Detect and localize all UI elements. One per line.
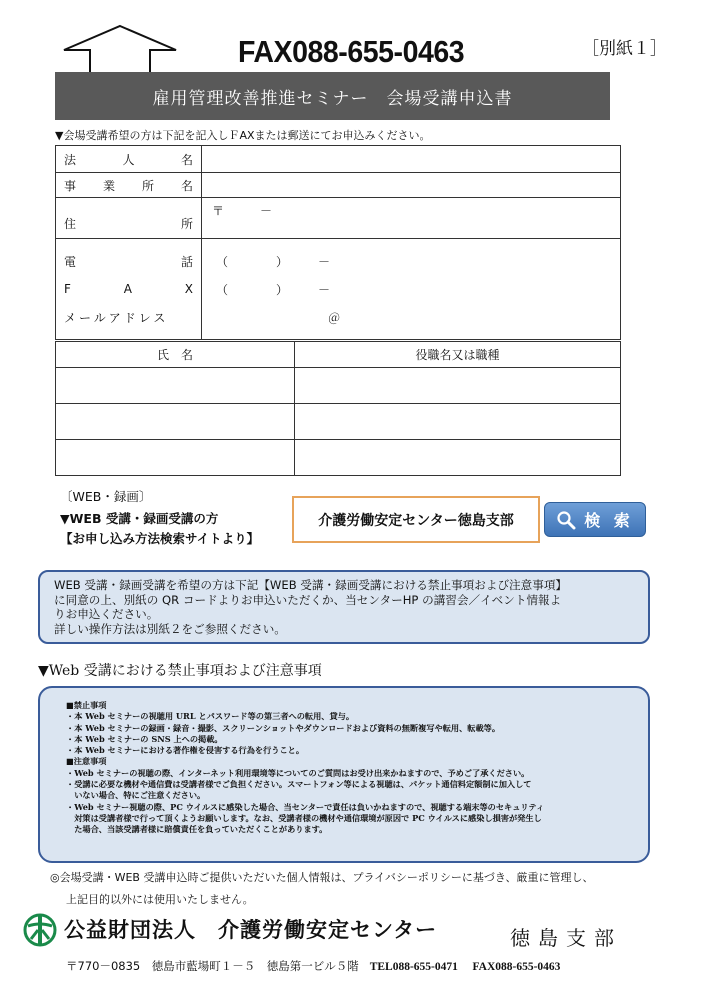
organization-name: 公益財団法人 介護労働安定センター [64, 918, 438, 942]
list-item: ・本 Web セミナーの録画・録音・撮影、スクリーンショットやダウンロードおよび資料の無断複写や転用、転載等。 [66, 722, 501, 733]
corp-name-field[interactable] [202, 146, 621, 173]
list-item: ・Web セミナーの視聴の際、インターネット利用環境等についてのご質問はお受け出来かねますので、予めご了承ください。 [66, 767, 530, 778]
fax-label: F A X [64, 282, 193, 296]
address-label: 住 所 [56, 198, 202, 239]
web-heading: 〔WEB・録画〕 [60, 489, 152, 504]
web-info-box [38, 570, 650, 644]
participant-name-cell[interactable] [56, 440, 295, 476]
prohibitions-title: ▼Web 受講における禁止事項および注意事項 [38, 663, 322, 679]
list-item: ・本 Web セミナーの SNS 上への掲載。 [66, 733, 223, 744]
address-field[interactable] [202, 198, 621, 239]
table-row [56, 173, 621, 198]
applicant-table [55, 145, 621, 340]
fax-number-title: FAX088-655-0463 [238, 34, 465, 69]
participant-name-cell[interactable] [56, 368, 295, 404]
form-title: 雇用管理改善推進セミナー 会場受講申込書 [152, 88, 513, 109]
table-row [56, 198, 621, 239]
phone-field[interactable]: （ ） － [216, 254, 331, 269]
phone-label: 電 話 [64, 254, 193, 269]
corp-name-label: 法 人 名 [56, 146, 202, 173]
participant-title-cell[interactable] [295, 368, 621, 404]
list-item: ・Web セミナー視聴の際、PC ウイルスに感染した場合、当センターで責任は負いかねますので、視聴する端末等のセキュリティ 対策は受講者様で行って頂くようお願いします。なお、受講者様の機材や通信環境が原因で PC ウイルスに感染し損害が発生し た場合、当該受講者様に賠償責任を負っていただくことがあります。 [66, 801, 545, 835]
table-row [56, 368, 621, 404]
web-info-line: りお申込ください。 [54, 607, 159, 621]
privacy-note-cont: 上記目的以外には使用いたしません。 [66, 893, 254, 906]
attachment-label: ［別紙１］ [582, 39, 667, 59]
up-arrow-icon [58, 24, 182, 76]
footer-address-line [66, 958, 560, 974]
office-name-field[interactable] [202, 173, 621, 198]
table-row [56, 404, 621, 440]
fax-number: FAX088-655-0463 [472, 961, 561, 973]
table-row [56, 239, 621, 340]
email-label: メールアドレス [64, 310, 169, 325]
list-item: ・本 Web セミナーの視聴用 URL とパスワード等の第三者への転用、貸与。 [66, 711, 355, 722]
web-info-line: 詳しい操作方法は別紙２をご参照ください。 [54, 621, 286, 636]
instructions-note: ▼会場受講希望の方は下記を記入しＦAXまたは郵送にてお申込みください。 [55, 129, 431, 142]
prohibitions-box [38, 686, 650, 863]
table-header-row [56, 342, 621, 368]
search-button[interactable] [544, 502, 646, 537]
caution-heading: ■注意事項 [66, 756, 107, 767]
contact-fields[interactable] [202, 239, 621, 340]
search-button-label: 検 索 [584, 511, 634, 530]
table-row [56, 146, 621, 173]
participant-name-header: 氏 名 [56, 342, 295, 368]
postal-address: 〒770－0835 徳島市藍場町１－５ 徳島第一ビル５階 [66, 959, 359, 973]
list-item: ・受講に必要な機材や通信費は受講者様でご負担ください。スマートフォン等による視聴は、パケット通信料定額制に加入して いない場合、特にご注意ください。 [66, 779, 532, 801]
search-keyword: 介護労働安定センター徳島支部 [318, 512, 514, 529]
fax-field[interactable]: （ ） － [216, 282, 331, 297]
participant-title-cell[interactable] [295, 404, 621, 440]
participants-table [55, 341, 621, 476]
web-info-line: WEB 受講・録画受講を希望の方は下記【WEB 受講・録画受講における禁止事項および注意事項】 [54, 578, 568, 592]
organization-logo-icon [22, 912, 58, 948]
web-info-line: に同意の上、別紙の QR コードよりお申込いただくか、当センターHP の講習会／イベント情報よ [54, 592, 562, 607]
branch-name: 徳島支部 [510, 926, 622, 950]
participant-name-cell[interactable] [56, 404, 295, 440]
ban-heading: ■禁止事項 [66, 700, 107, 710]
web-search-hint: 【お申し込み方法検索サイトより】 [60, 531, 260, 546]
search-icon [556, 510, 576, 530]
form-title-banner [55, 72, 610, 120]
list-item: ・本 Web セミナーにおける著作権を侵害する行為を行うこと。 [66, 745, 305, 756]
postal-mark: 〒 － [212, 204, 273, 218]
participant-title-cell[interactable] [295, 440, 621, 476]
office-name-label: 事 業 所 名 [56, 173, 202, 198]
contact-labels [56, 239, 202, 340]
table-row [56, 440, 621, 476]
privacy-note: ◎会場受講・WEB 受講申込時ご提供いただいた個人情報は、プライバシーポリシーに基づき、厳重に管理し、 [50, 871, 594, 884]
web-subheading: ▼WEB 受講・録画受講の方 [60, 511, 219, 526]
email-field[interactable]: ＠ [328, 310, 341, 325]
participant-title-header: 役職名又は職種 [295, 342, 621, 368]
search-keyword-box[interactable] [292, 496, 540, 543]
tel-number: TEL088-655-0471 [369, 961, 458, 973]
